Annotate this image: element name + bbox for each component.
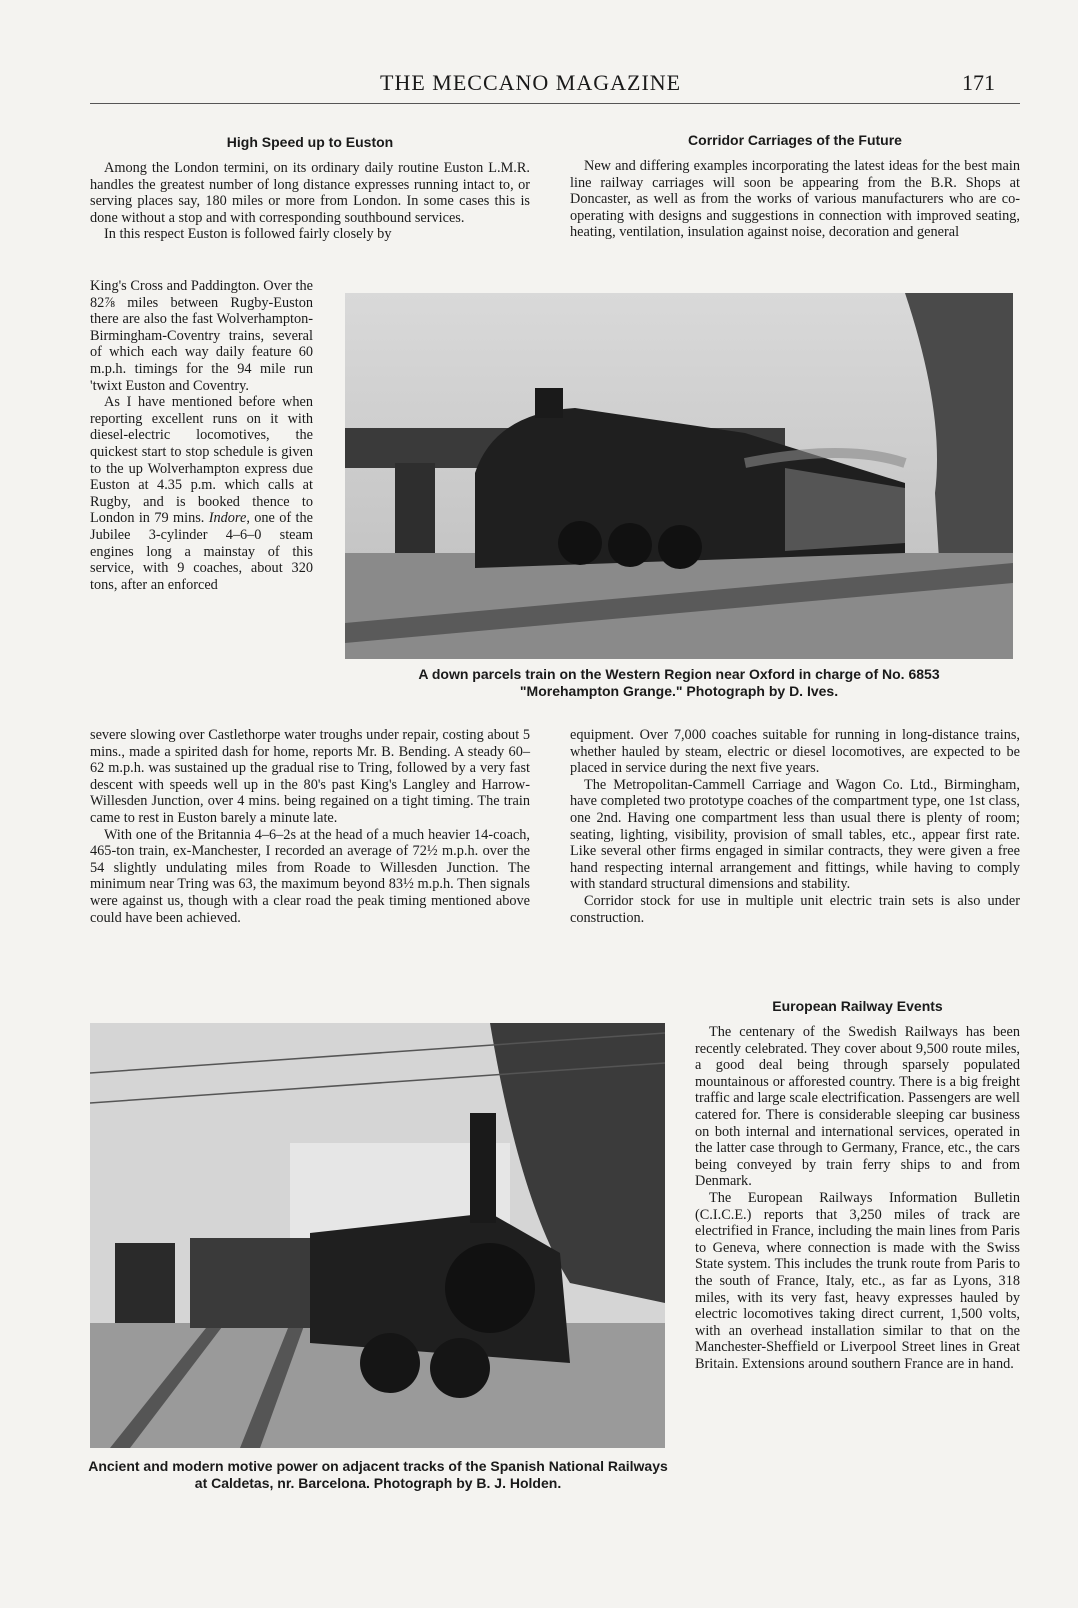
article-euston-top [90,160,530,243]
header-rule [90,103,1020,104]
spanish-railways-image [90,1023,665,1448]
article-heading-euston: High Speed up to Euston [226,134,394,150]
article-euston-bottom [90,727,530,926]
article-corridor-top [570,158,1020,241]
caption-line-1: A down parcels train on the Western Region near Oxford in charge of No. 6853 [418,666,940,682]
corridor-paragraph-1: New and differing examples incorporating the latest ideas for the best main line railway carriages will soon be appearing from the B.R. Shops at Doncaster, as well as from the works of various manufacturers who are co-operating with designs and suggestions in connection with improved seating, heating, ventilation, insulation against noise, decoration and general [570,158,1020,241]
article-european-body [695,1024,1020,1372]
corridor-paragraph-1-cont: equipment. Over 7,000 coaches suitable for running in long-distance trains, whether hauled by steam, electric or diesel locomotives, are expected to be placed in service during the next five years. [570,727,1020,777]
article-heading-corridor: Corridor Carriages of the Future [688,132,902,148]
euston-paragraph-2-narrow: King's Cross and Paddington. Over the 82⅞ miles between Rugby-Euston there are also the fast Wolverhampton-Birmingham-Coventry trains, several of which each way daily feature 60 m.p.h. timings for the 94 mile run 'twixt Euston and Coventry. [90,278,313,394]
article-euston-narrow [90,278,313,593]
page-number: 171 [962,70,995,95]
caption-line-2: "Morehampton Grange." Photograph by D. Ives. [519,683,839,699]
article-corridor-bottom [570,727,1020,926]
corridor-paragraph-3: Corridor stock for use in multiple unit electric train sets is also under construction. [570,892,1020,926]
euston-paragraph-3-narrow [90,394,313,593]
corridor-paragraph-2: The Metropolitan-Cammell Carriage and Wagon Co. Ltd., Birmingham, have completed two prototype coaches of the compartment type, one 1st class, one 2nd. Having one compartment less than usual there is plenty of room; seating, lighting, visibility, provision of small tables, etc., appear first rate. Like several other firms engaged in similar contracts, they were given a free hand respecting internal arrangement and fittings, while having to comply with standard structural dimensions and stability. [570,776,1020,893]
locomotive-name: Indore [208,510,247,527]
euston-paragraph-4: With one of the Britannia 4–6–2s at the head of a much heavier 14-coach, 465-ton train, ex-Manchester, I recorded an average of 72½ m.p.h. over the 54 slightly undulating miles from Roade to Willesden Junction. The minimum near Tring was 63, the maximum beyond 83½ m.p.h. Then signals were against us, though with a clear road the peak timing mentioned above could have been achieved. [90,826,530,926]
parcels-train-image [345,293,1013,659]
photo-parcels-caption [338,666,1020,700]
euston-paragraph-3-a: As I have mentioned before when reporting excellent runs on it with diesel-electric locomotives, the quickest start to stop schedule is given to the up Wolverhampton express due Euston at 4.35 p.m. which calls at Rugby, and is booked thence to London in 79 mins. [90,394,313,527]
euston-paragraph-3-wide: severe slowing over Castlethorpe water troughs under repair, costing about 5 mins., made a spirited dash for home, reports Mr. B. Bending. A steady 60–62 m.p.h. was sustained up the gradual rise to Tring, followed by a very fast descent with speeds well up in the 80's past King's Langley and Harrow-Willesden Junction, over 4 mins. being regained on a tight timing. The train came to rest in Euston barely a minute late. [90,727,530,826]
magazine-title: THE MECCANO MAGAZINE [380,70,682,95]
article-heading-european: European Railway Events [772,998,943,1014]
euston-paragraph-3-b: , one of the Jubilee 3-cylinder 4–6–0 steam engines long a mainstay of this service, with 9 coaches, about 320 tons, after an enforced [90,510,313,593]
photo-parcels-train [345,293,1013,659]
euston-paragraph-1: Among the London termini, on its ordinary daily routine Euston L.M.R. handles the greatest number of long distance expresses running intact to, or serving places say, 180 miles or more from London. In some cases this is done without a stop and with corresponding southbound services. [90,160,530,226]
photo-spanish-railways [90,1023,665,1448]
euston-paragraph-2-top: In this respect Euston is followed fairly closely by [104,226,392,243]
photo-spanish-caption: Ancient and modern motive power on adjacent tracks of the Spanish National Railways at Caldetas, nr. Barcelona. Photograph by B. J. Holden. [88,1458,668,1491]
european-paragraph-1: The centenary of the Swedish Railways has been recently celebrated. They cover about 9,500 route miles, a good deal being through sparsely populated mountainous or afforested country. There is a big freight traffic and large scale electrification. Passengers are well catered for. There is considerable sleeping car business on both internal and international services, operated in the latter case through to Germany, France, etc., the cars being conveyed by train ferry ships to and from Denmark. [695,1024,1020,1190]
european-paragraph-2: The European Railways Information Bulletin (C.I.C.E.) reports that 3,250 miles of track are electrified in France, including the main lines from Paris to Geneva, where connection is made with the Swiss State system. This includes the trunk route from Paris to the south of France, Italy, etc., as far as Lyons, 318 miles, with its very fast, heavy expresses hauled by electric locomotives taking direct current, 1,500 volts, with an overhead installation similar to that on the Manchester-Sheffield or Liverpool Street lines in Great Britain. Extensions around southern France are in hand. [695,1189,1020,1372]
